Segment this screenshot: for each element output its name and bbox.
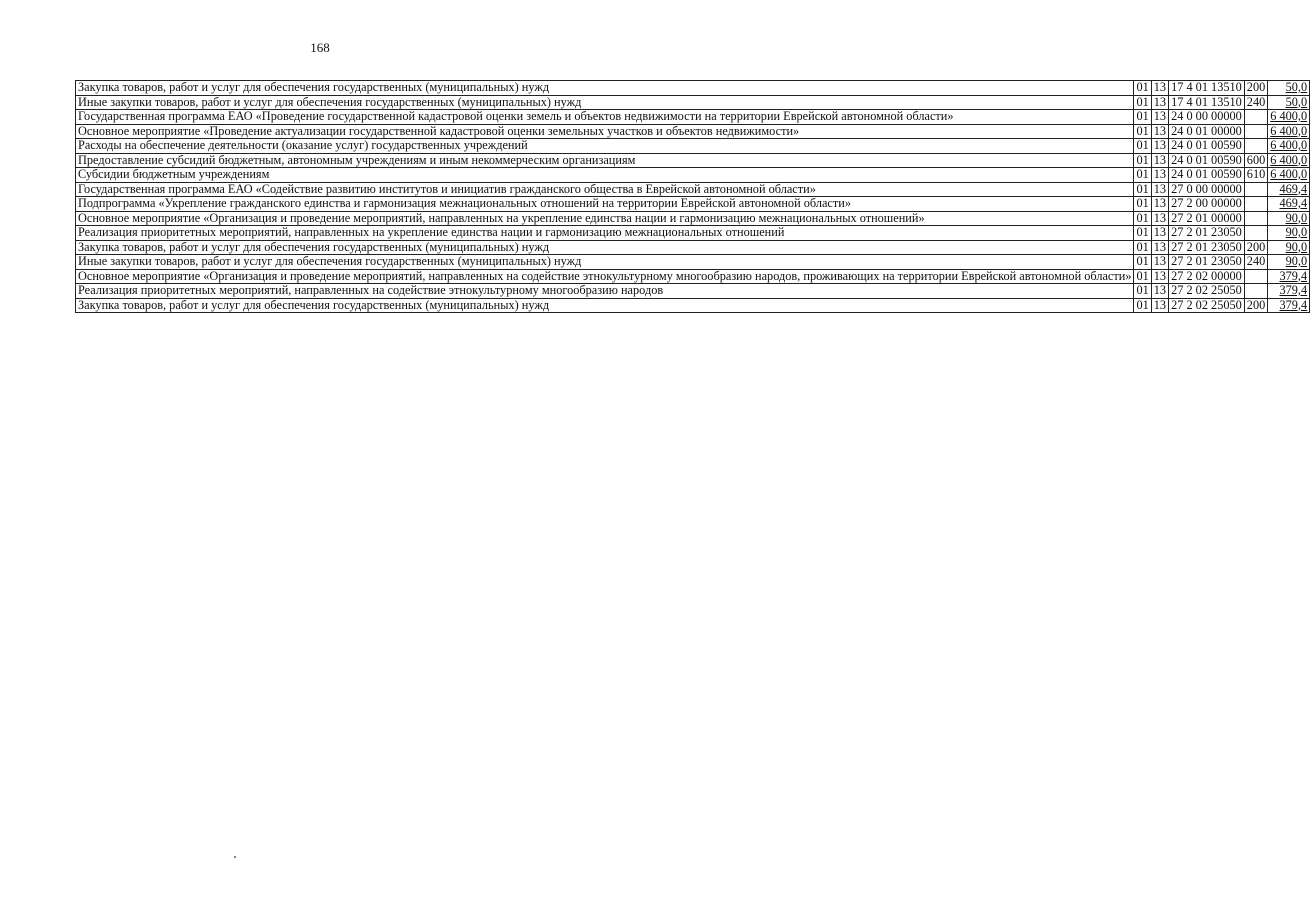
row-target-article-code: 27 2 01 23050 (1169, 226, 1245, 241)
row-amount (1268, 81, 1310, 96)
table-row (76, 226, 1310, 241)
row-subsection-code: 13 (1151, 240, 1168, 255)
row-subsection-code: 13 (1151, 81, 1168, 96)
row-expense-type-code (1244, 284, 1267, 299)
row-target-article-code: 27 2 02 25050 (1169, 284, 1245, 299)
row-section-code: 01 (1134, 168, 1151, 183)
row-expense-type-code: 200 (1244, 298, 1267, 313)
row-subsection-code: 13 (1151, 211, 1168, 226)
table-row (76, 211, 1310, 226)
row-amount-value: 90,0 (1285, 210, 1308, 225)
row-amount (1268, 211, 1310, 226)
row-amount (1268, 269, 1310, 284)
row-target-article-code: 27 2 01 23050 (1169, 240, 1245, 255)
row-amount-value: 6 400,0 (1270, 123, 1308, 138)
row-section-code: 01 (1134, 124, 1151, 139)
table-row (76, 197, 1310, 212)
row-subsection-code: 13 (1151, 110, 1168, 125)
row-expense-type-code: 240 (1244, 95, 1267, 110)
row-section-code: 01 (1134, 95, 1151, 110)
row-section-code: 01 (1134, 211, 1151, 226)
row-section-code: 01 (1134, 269, 1151, 284)
row-target-article-code: 24 0 01 00000 (1169, 124, 1245, 139)
row-target-article-code: 27 0 00 00000 (1169, 182, 1245, 197)
row-subsection-code: 13 (1151, 168, 1168, 183)
row-subsection-code: 13 (1151, 197, 1168, 212)
row-subsection-code: 13 (1151, 124, 1168, 139)
row-expense-type-code: 600 (1244, 153, 1267, 168)
row-name: Основное мероприятие «Проведение актуализации государственной кадастровой оценки земельных участков и объектов недвижимости» (76, 124, 1134, 139)
row-name: Иные закупки товаров, работ и услуг для обеспечения государственных (муниципальных) нужд (76, 95, 1134, 110)
table-row (76, 182, 1310, 197)
row-name: Закупка товаров, работ и услуг для обеспечения государственных (муниципальных) нужд (76, 298, 1134, 313)
row-amount-value: 6 400,0 (1270, 152, 1308, 167)
row-amount-value: 90,0 (1285, 254, 1308, 268)
row-target-article-code: 24 0 01 00590 (1169, 153, 1245, 168)
row-amount-value: 90,0 (1285, 239, 1308, 254)
row-subsection-code: 13 (1151, 153, 1168, 168)
row-amount (1268, 298, 1310, 313)
row-target-article-code: 17 4 01 13510 (1169, 81, 1245, 96)
row-name: Государственная программа ЕАО «Проведение государственной кадастровой оценки земель и объектов недвижимости на территории Еврейской автономной области» (76, 110, 1134, 125)
table-row (76, 139, 1310, 154)
row-section-code: 01 (1134, 240, 1151, 255)
row-amount (1268, 124, 1310, 139)
row-name: Субсидии бюджетным учреждениям (76, 168, 1134, 183)
row-amount-value: 50,0 (1285, 94, 1308, 109)
row-section-code: 01 (1134, 110, 1151, 125)
row-name: Государственная программа ЕАО «Содействие развитию институтов и инициатив гражданского общества в Еврейской автономной области» (76, 182, 1134, 197)
row-amount (1268, 284, 1310, 299)
row-expense-type-code (1244, 226, 1267, 241)
row-amount (1268, 110, 1310, 125)
row-amount (1268, 153, 1310, 168)
budget-table-body (76, 81, 1310, 313)
table-row (76, 298, 1310, 313)
row-target-article-code: 27 2 01 00000 (1169, 211, 1245, 226)
row-target-article-code: 27 2 02 00000 (1169, 269, 1245, 284)
row-target-article-code: 27 2 01 23050 (1169, 255, 1245, 270)
row-amount-value: 6 400,0 (1270, 167, 1308, 181)
budget-table (75, 80, 1310, 313)
row-target-article-code: 24 0 00 00000 (1169, 110, 1245, 125)
row-amount-value: 6 400,0 (1270, 109, 1308, 123)
row-section-code: 01 (1134, 153, 1151, 168)
row-amount (1268, 182, 1310, 197)
row-name: Иные закупки товаров, работ и услуг для обеспечения государственных (муниципальных) нужд (76, 255, 1134, 270)
row-section-code: 01 (1134, 182, 1151, 197)
row-expense-type-code (1244, 182, 1267, 197)
row-name: Основное мероприятие «Организация и проведение мероприятий, направленных на содействие этнокультурному многообразию народов, проживающих на территории Еврейской автономной области» (76, 269, 1134, 284)
row-subsection-code: 13 (1151, 269, 1168, 284)
row-expense-type-code (1244, 124, 1267, 139)
row-expense-type-code (1244, 269, 1267, 284)
row-name: Расходы на обеспечение деятельности (оказание услуг) государственных учреждений (76, 139, 1134, 154)
table-row (76, 124, 1310, 139)
page-number: 168 (310, 40, 330, 55)
row-amount (1268, 197, 1310, 212)
row-subsection-code: 13 (1151, 139, 1168, 154)
row-name: Предоставление субсидий бюджетным, автономным учреждениям и иным некоммерческим организациям (76, 153, 1134, 168)
row-expense-type-code (1244, 211, 1267, 226)
row-target-article-code: 24 0 01 00590 (1169, 139, 1245, 154)
row-target-article-code: 17 4 01 13510 (1169, 95, 1245, 110)
row-name: Основное мероприятие «Организация и проведение мероприятий, направленных на укрепление единства нации и гармонизацию межнациональных отношений» (76, 211, 1134, 226)
row-amount-value: 379,4 (1279, 268, 1308, 283)
row-expense-type-code (1244, 139, 1267, 154)
row-expense-type-code (1244, 197, 1267, 212)
row-subsection-code: 13 (1151, 255, 1168, 270)
row-amount-value: 379,4 (1279, 283, 1308, 297)
row-expense-type-code: 610 (1244, 168, 1267, 183)
row-target-article-code: 27 2 02 25050 (1169, 298, 1245, 313)
row-expense-type-code (1244, 110, 1267, 125)
row-amount-value: 50,0 (1285, 80, 1308, 94)
row-amount (1268, 139, 1310, 154)
row-expense-type-code: 200 (1244, 240, 1267, 255)
table-row (76, 284, 1310, 299)
row-amount-value: 6 400,0 (1270, 138, 1308, 152)
row-name: Реализация приоритетных мероприятий, направленных на содействие этнокультурному многообразию народов (76, 284, 1134, 299)
row-section-code: 01 (1134, 81, 1151, 96)
row-section-code: 01 (1134, 226, 1151, 241)
row-target-article-code: 24 0 01 00590 (1169, 168, 1245, 183)
row-section-code: 01 (1134, 255, 1151, 270)
table-row (76, 95, 1310, 110)
row-amount (1268, 255, 1310, 270)
row-amount (1268, 240, 1310, 255)
row-subsection-code: 13 (1151, 284, 1168, 299)
table-row (76, 81, 1310, 96)
row-name: Реализация приоритетных мероприятий, направленных на укрепление единства нации и гармонизацию межнациональных отношений (76, 226, 1134, 241)
table-row (76, 269, 1310, 284)
row-expense-type-code: 200 (1244, 81, 1267, 96)
row-expense-type-code: 240 (1244, 255, 1267, 270)
row-name: Подпрограмма «Укрепление гражданского единства и гармонизация межнациональных отношений на территории Еврейской автономной области» (76, 197, 1134, 212)
table-row (76, 168, 1310, 183)
table-row (76, 240, 1310, 255)
row-target-article-code: 27 2 00 00000 (1169, 197, 1245, 212)
row-amount (1268, 168, 1310, 183)
row-amount-value: 469,4 (1279, 196, 1308, 210)
row-name: Закупка товаров, работ и услуг для обеспечения государственных (муниципальных) нужд (76, 81, 1134, 96)
row-amount-value: 469,4 (1279, 181, 1308, 196)
row-subsection-code: 13 (1151, 95, 1168, 110)
scan-speck (234, 856, 236, 858)
row-subsection-code: 13 (1151, 298, 1168, 313)
row-amount-value: 90,0 (1285, 225, 1308, 239)
row-amount (1268, 226, 1310, 241)
row-subsection-code: 13 (1151, 226, 1168, 241)
row-amount (1268, 95, 1310, 110)
row-section-code: 01 (1134, 197, 1151, 212)
row-amount-value: 379,4 (1279, 297, 1308, 312)
row-section-code: 01 (1134, 284, 1151, 299)
table-row (76, 255, 1310, 270)
table-row (76, 110, 1310, 125)
row-subsection-code: 13 (1151, 182, 1168, 197)
row-section-code: 01 (1134, 139, 1151, 154)
row-name: Закупка товаров, работ и услуг для обеспечения государственных (муниципальных) нужд (76, 240, 1134, 255)
table-row (76, 153, 1310, 168)
row-section-code: 01 (1134, 298, 1151, 313)
